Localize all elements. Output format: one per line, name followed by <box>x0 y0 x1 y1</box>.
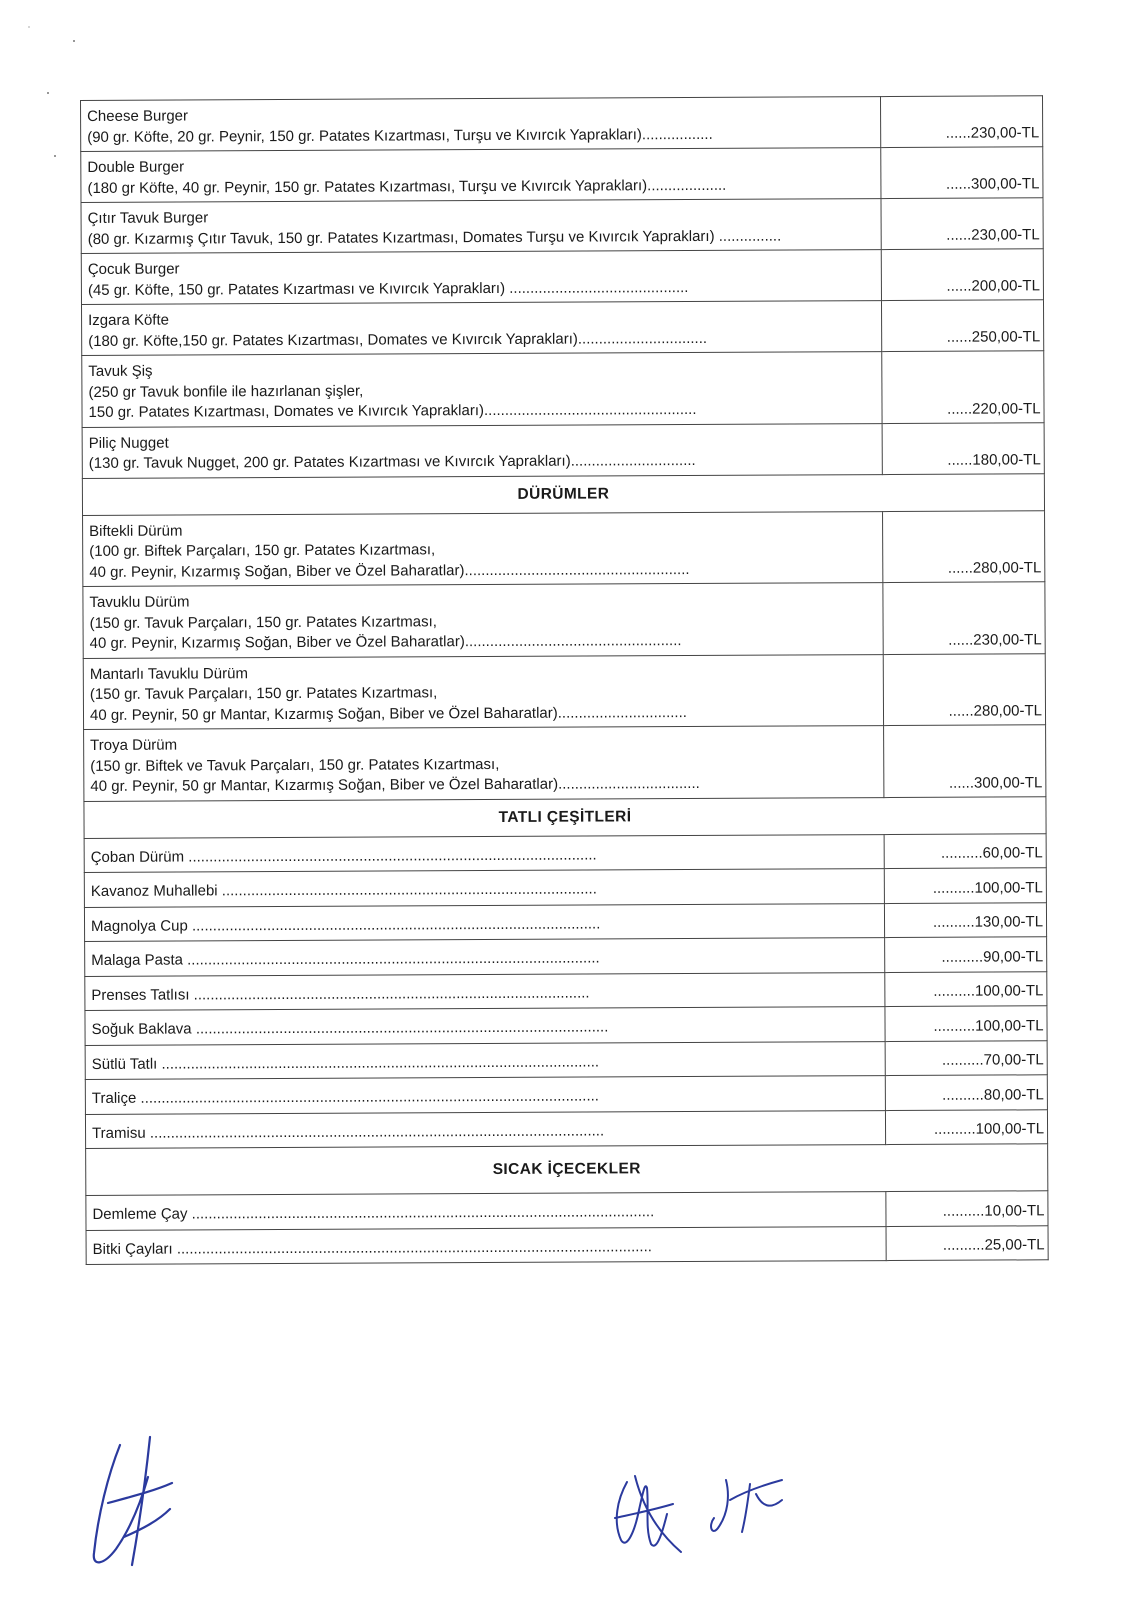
item-price: ..........100,00-TL <box>885 1109 1047 1144</box>
item-description: (150 gr. Biftek ve Tavuk Parçaları, 150 gr. Patates Kızartması, <box>90 755 500 775</box>
item-price: ......300,00-TL <box>884 725 1046 797</box>
item-name: Mantarlı Tavuklu Dürüm <box>89 664 248 683</box>
item-cell <box>85 1007 885 1045</box>
menu-item-row <box>84 868 1046 907</box>
item-price: ......230,00-TL <box>883 582 1045 654</box>
item-price: ..........100,00-TL <box>885 971 1047 1006</box>
menu-item-row <box>81 249 1043 305</box>
item-name: Izgara Köfte <box>88 311 170 329</box>
item-name: Malaga Pasta <box>91 951 183 969</box>
menu-item-row <box>81 198 1043 254</box>
item-cell <box>85 938 885 976</box>
item-name: Cheese Burger <box>87 107 189 125</box>
item-price: ......300,00-TL <box>881 147 1043 199</box>
item-leader-dots: ............................................................................................... <box>193 984 590 1003</box>
item-description: (150 gr. Tavuk Parçaları, 150 gr. Patates Kızartması, <box>89 684 438 703</box>
item-cell <box>81 250 881 305</box>
scan-speck <box>54 155 56 157</box>
item-description: (45 gr. Köfte, 150 gr. Patates Kızartması ve Kıvırcık Yaprakları) ........................................... <box>87 278 689 299</box>
item-leader-dots: .................................................................................................. <box>188 845 597 865</box>
scan-speck <box>28 26 30 28</box>
section-header-row <box>84 796 1046 838</box>
item-name: Tavuk Şiş <box>88 362 153 380</box>
section-title: SICAK İÇECEKLER <box>86 1144 1048 1196</box>
item-description: (80 gr. Kızarmış Çıtır Tavuk, 150 gr. Patates Kızartması, Domates Turşu ve Kıvırcık Yaprakları) ............... <box>87 227 782 248</box>
menu-item-row <box>85 937 1047 976</box>
signature-middle <box>605 1470 695 1555</box>
section-title: DÜRÜMLER <box>82 473 1044 515</box>
menu-item-row <box>86 1225 1048 1264</box>
menu-item-row <box>84 833 1046 872</box>
item-cell <box>81 301 881 356</box>
item-name: Troya Dürüm <box>90 736 178 754</box>
item-name: Çocuk Burger <box>87 260 180 278</box>
item-cell <box>81 199 881 254</box>
item-price: ..........130,00-TL <box>884 902 1046 937</box>
item-description: (100 gr. Biftek Parçaları, 150 gr. Patates Kızartması, <box>89 541 436 560</box>
item-cell <box>85 1041 885 1079</box>
item-price: ..........80,00-TL <box>885 1075 1047 1110</box>
menu-price-table <box>80 95 1049 1265</box>
item-price: ......180,00-TL <box>882 422 1044 474</box>
menu-item-row <box>82 351 1044 427</box>
item-name: Sütlü Tatlı <box>91 1055 158 1073</box>
item-leader-dots: ............................................................................................................. <box>149 1121 605 1142</box>
item-leader-dots: ............................................................................................................... <box>191 1203 655 1223</box>
menu-item-row <box>83 653 1045 729</box>
menu-item-row <box>85 1109 1047 1148</box>
item-leader-dots: .......................................................................................... <box>221 880 597 900</box>
item-leader-dots: ................................................................................................... <box>195 1018 609 1038</box>
signature-right <box>700 1470 790 1540</box>
item-name: Soğuk Baklava <box>91 1020 192 1038</box>
item-cell <box>81 148 881 203</box>
section-durumler <box>82 473 1046 801</box>
menu-item-row <box>85 1075 1047 1114</box>
item-name: Tavuklu Dürüm <box>89 593 190 611</box>
item-price: ......280,00-TL <box>883 510 1045 582</box>
item-description: (180 gr Köfte, 40 gr. Peynir, 150 gr. Patates Kızartması, Turşu ve Kıvırcık Yaprakları)................... <box>87 176 727 197</box>
item-cell <box>84 726 884 801</box>
section-burgers <box>81 96 1045 478</box>
item-name: Kavanoz Muhallebi <box>90 882 218 900</box>
menu-item-row <box>81 96 1043 152</box>
menu-item-row <box>85 1040 1047 1079</box>
item-description: 40 gr. Peynir, Kızarmış Soğan, Biber ve Özel Baharatlar)...................................................... <box>89 560 690 581</box>
item-cell <box>85 1076 885 1114</box>
item-cell <box>83 583 883 658</box>
item-cell <box>84 834 884 872</box>
item-name: Traliçe <box>91 1089 137 1107</box>
menu-item-row <box>84 902 1046 941</box>
item-description: (130 gr. Tavuk Nugget, 200 gr. Patates Kızartması ve Kıvırcık Yaprakları).............................. <box>88 451 696 472</box>
item-name: Demleme Çay <box>92 1205 188 1223</box>
scan-speck <box>47 92 49 94</box>
item-price: ......280,00-TL <box>883 653 1045 725</box>
item-description: (180 gr. Köfte,150 gr. Patates Kızartması, Domates ve Kıvırcık Yaprakları)............................... <box>88 329 708 350</box>
menu-item-row <box>86 1191 1048 1230</box>
section-sicak <box>86 1144 1049 1265</box>
item-cell <box>82 352 882 427</box>
section-header-row <box>82 473 1044 515</box>
menu-item-row <box>85 1006 1047 1045</box>
item-price: ..........60,00-TL <box>884 833 1046 868</box>
item-cell <box>82 423 882 478</box>
menu-item-row <box>81 300 1043 356</box>
item-name: Magnolya Cup <box>90 916 188 935</box>
item-description: (250 gr Tavuk bonfile ile hazırlanan şişler, <box>88 382 364 401</box>
section-title: TATLI ÇEŞİTLERİ <box>84 796 1046 838</box>
item-name: Tramisu <box>92 1124 146 1142</box>
item-cell <box>83 511 883 586</box>
item-price: ..........100,00-TL <box>885 1006 1047 1041</box>
item-cell <box>85 972 885 1010</box>
item-description: 40 gr. Peynir, 50 gr Mantar, Kızarmış Soğan, Biber ve Özel Baharatlar)............................... <box>89 703 687 724</box>
item-description: (150 gr. Tavuk Parçaları, 150 gr. Patates Kızartması, <box>89 612 437 632</box>
item-name: Bitki Çayları <box>92 1240 173 1258</box>
item-cell <box>84 903 884 941</box>
scan-speck <box>73 40 75 42</box>
item-price: ......250,00-TL <box>881 300 1043 352</box>
item-description: 40 gr. Peynir, 50 gr Mantar, Kızarmış Soğan, Biber ve Özel Baharatlar).................................. <box>90 774 700 795</box>
item-leader-dots: .................................................................................................. <box>191 914 601 934</box>
item-price: ..........90,00-TL <box>885 937 1047 972</box>
item-description: 40 gr. Peynir, Kızarmış Soğan, Biber ve Özel Baharatlar).................................................... <box>89 632 682 652</box>
item-price: ..........10,00-TL <box>886 1191 1048 1226</box>
item-cell <box>83 654 883 729</box>
menu-item-row <box>84 725 1046 801</box>
section-tatli <box>84 796 1048 1148</box>
item-name: Çıtır Tavuk Burger <box>87 209 209 227</box>
item-price: ..........100,00-TL <box>884 868 1046 903</box>
item-cell <box>86 1226 886 1264</box>
item-name: Biftekli Dürüm <box>89 522 183 540</box>
item-cell <box>86 1192 886 1230</box>
item-leader-dots: ......................................................................................................... <box>161 1052 600 1073</box>
item-name: Prenses Tatlısı <box>91 985 190 1004</box>
menu-item-row <box>81 147 1043 203</box>
signature-left <box>80 1425 190 1575</box>
menu-item-row <box>82 422 1044 478</box>
item-cell <box>81 97 881 152</box>
menu-item-row <box>83 510 1045 586</box>
item-cell <box>84 869 884 907</box>
item-price: ......230,00-TL <box>881 198 1043 250</box>
item-price: ......230,00-TL <box>880 96 1042 148</box>
item-name: Double Burger <box>87 158 185 176</box>
menu-item-row <box>85 971 1047 1010</box>
menu-item-row <box>83 582 1045 658</box>
item-leader-dots: ................................................................................................... <box>187 949 600 969</box>
item-name: Piliç Nugget <box>88 434 169 452</box>
item-leader-dots: .................................................................................................................. <box>176 1237 652 1258</box>
item-price: ......220,00-TL <box>882 351 1044 423</box>
item-leader-dots: .............................................................................................................. <box>140 1087 599 1107</box>
item-price: ..........25,00-TL <box>886 1225 1048 1260</box>
section-header-row <box>86 1144 1048 1196</box>
item-cell <box>85 1110 885 1148</box>
item-name: Çoban Dürüm <box>90 848 185 866</box>
item-price: ..........70,00-TL <box>885 1040 1047 1075</box>
item-description: (90 gr. Köfte, 20 gr. Peynir, 150 gr. Patates Kızartması, Turşu ve Kıvırcık Yaprakları)................. <box>87 125 713 146</box>
item-description: 150 gr. Patates Kızartması, Domates ve Kıvırcık Yaprakları)................................................... <box>88 400 697 421</box>
item-price: ......200,00-TL <box>881 249 1043 301</box>
